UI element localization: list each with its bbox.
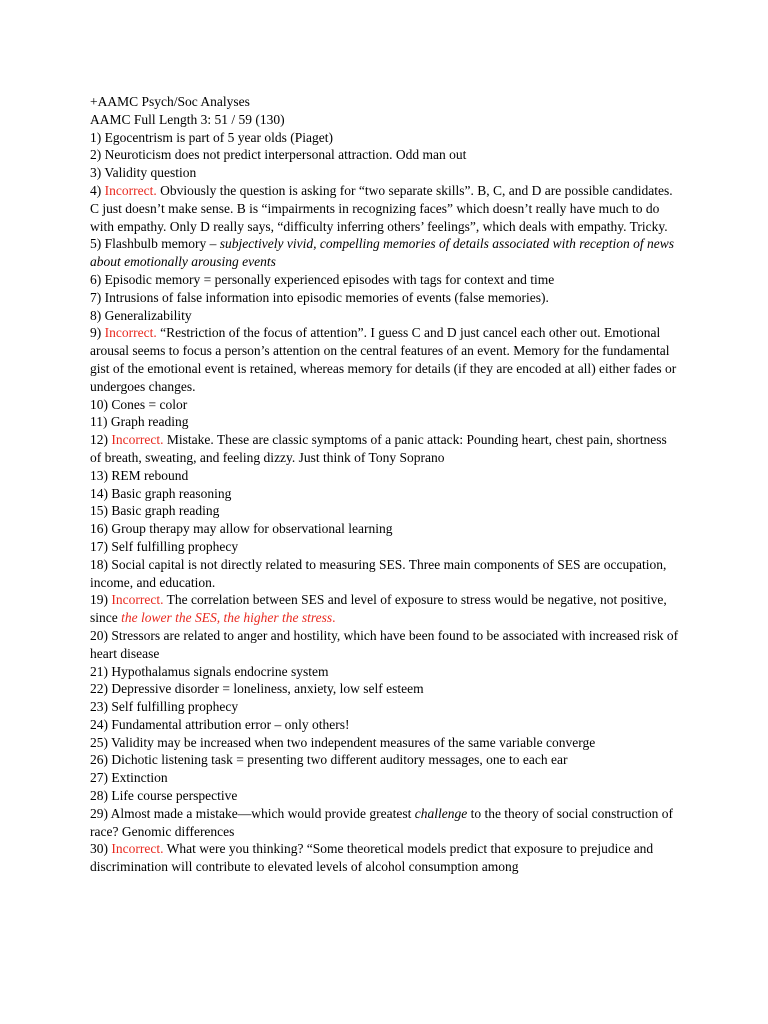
document-page <box>90 93 680 876</box>
list-item: 30) Incorrect. What were you thinking? “Some theoretical models predict that exposure to prejudice and discrimination will contribute to elevated levels of alcohol consumption among <box>90 841 654 875</box>
list-item: 25) Validity may be increased when two independent measures of the same variable converge <box>90 734 596 750</box>
incorrect-label: Incorrect. <box>104 182 157 198</box>
exam-score-heading: AAMC Full Length 3: 51 / 59 (130) <box>90 111 285 127</box>
list-item: 2) Neuroticism does not predict interpersonal attraction. Odd man out <box>90 147 467 163</box>
list-item: 22) Depressive disorder = loneliness, anxiety, low self esteem <box>90 681 424 697</box>
list-item: 9) Incorrect. “Restriction of the focus of attention”. I guess C and D just cancel each other out. Emotional arousal seems to focus a person’s attention on the central features of an event. Memory for the fundamental gist of the emotional event is retained, whereas memory for details (if they are encoded at all) either fades or undergoes changes. <box>90 325 677 394</box>
incorrect-label: Incorrect. <box>111 841 164 857</box>
list-item: 11) Graph reading <box>90 414 189 430</box>
list-item: 5) Flashbulb memory – subjectively vivid, compelling memories of details associated with reception of news about emotionally arousing events <box>90 236 675 270</box>
incorrect-label: Incorrect. <box>111 432 164 448</box>
list-item: 24) Fundamental attribution error – only others! <box>90 716 350 732</box>
list-item: 28) Life course perspective <box>90 788 238 804</box>
list-item: 16) Group therapy may allow for observational learning <box>90 521 393 537</box>
list-item: 17) Self fulfilling prophecy <box>90 538 239 554</box>
list-item: 19) Incorrect. The correlation between SES and level of exposure to stress would be negative, not positive, since the lower the SES, the higher the stress. <box>90 592 667 626</box>
list-item: 6) Episodic memory = personally experienced episodes with tags for context and time <box>90 271 555 287</box>
list-item: 3) Validity question <box>90 165 197 181</box>
list-item: 23) Self fulfilling prophecy <box>90 699 239 715</box>
list-item: 27) Extinction <box>90 770 168 786</box>
list-item: 1) Egocentrism is part of 5 year olds (Piaget) <box>90 129 333 145</box>
list-item: 10) Cones = color <box>90 396 188 412</box>
list-item: 14) Basic graph reasoning <box>90 485 232 501</box>
list-item: 26) Dichotic listening task = presenting two different auditory messages, one to each ear <box>90 752 568 768</box>
incorrect-label: Incorrect. <box>111 592 164 608</box>
list-item: 21) Hypothalamus signals endocrine system <box>90 663 329 679</box>
list-item: 13) REM rebound <box>90 467 189 483</box>
list-item: 20) Stressors are related to anger and hostility, which have been found to be associated with increased risk of heart disease <box>90 627 679 661</box>
incorrect-label: Incorrect. <box>104 325 157 341</box>
list-item: 18) Social capital is not directly related to measuring SES. Three main components of SES are occupation, income, and education. <box>90 556 667 590</box>
list-item: 8) Generalizability <box>90 307 192 323</box>
list-item: 4) Incorrect. Obviously the question is asking for “two separate skills”. B, C, and D are possible candidates. C just doesn’t make sense. B is “impairments in recognizing faces” which doesn’t really have much to do with empathy. Only D really says, “difficulty inferring others’ feelings”, which deals with empathy. Tricky. <box>90 182 673 234</box>
list-item: 12) Incorrect. Mistake. These are classic symptoms of a panic attack: Pounding heart, chest pain, shortness of breath, sweating, and feeling dizzy. Just think of Tony Soprano <box>90 432 667 465</box>
list-item: 29) Almost made a mistake—which would provide greatest challenge to the theory of social construction of race? Genomic differences <box>90 805 674 839</box>
document-title: +AAMC Psych/Soc Analyses <box>90 94 250 109</box>
list-item: 7) Intrusions of false information into episodic memories of events (false memories). <box>90 289 549 305</box>
list-item: 15) Basic graph reading <box>90 503 220 519</box>
